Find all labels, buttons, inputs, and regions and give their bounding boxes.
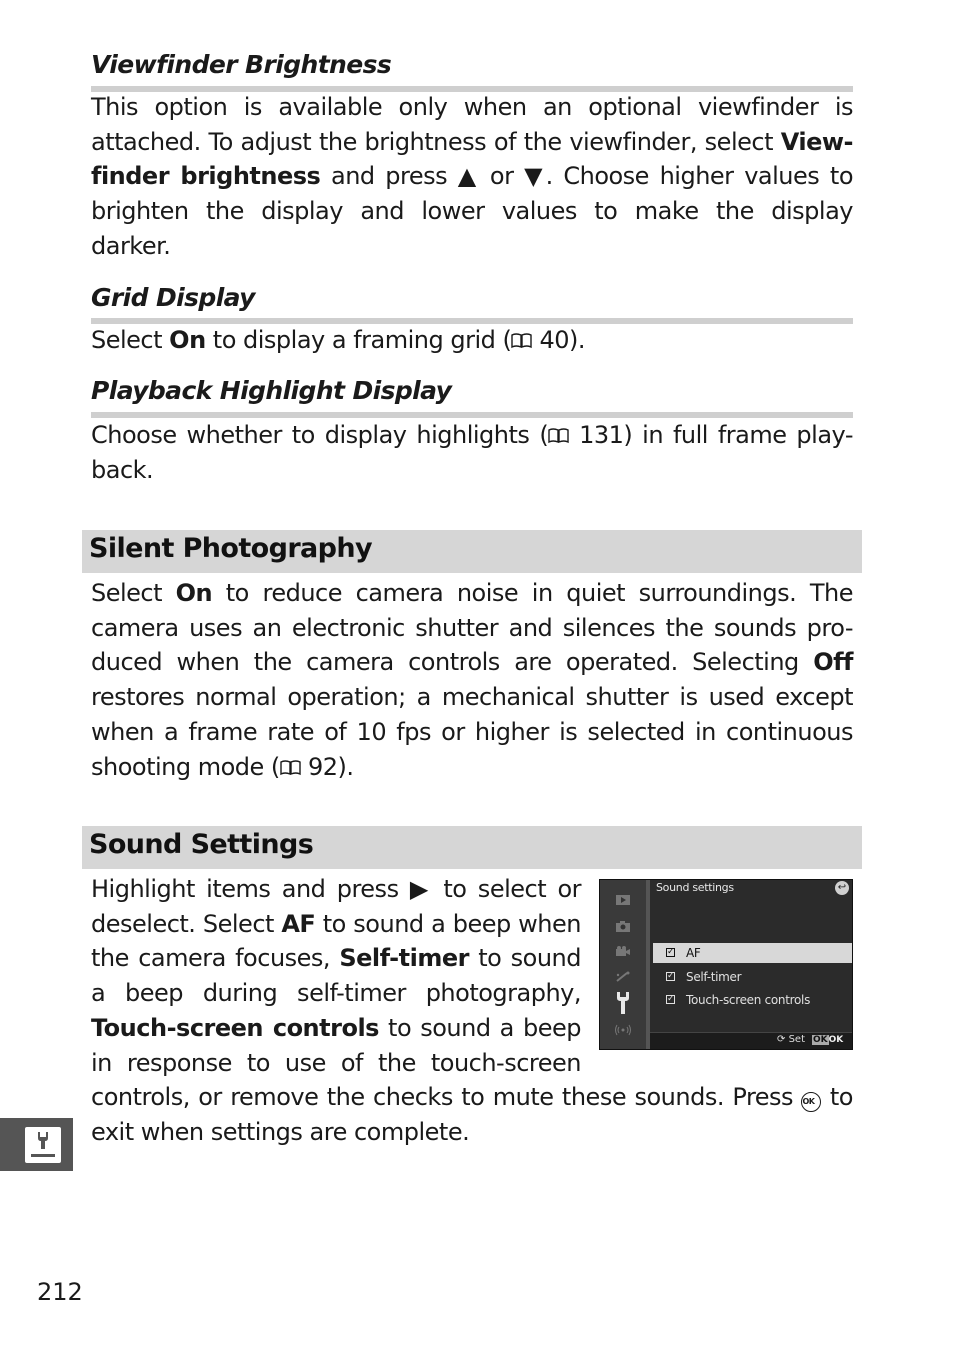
menu-footer [650,1032,853,1049]
menu-item-self-timer[interactable] [653,967,853,987]
text-line: Choose whether to display highlights ( 131) in full frame play- [91,421,853,449]
movie-icon [614,945,632,957]
text-line: camera uses an electronic shutter and silences the sounds pro- [91,613,853,642]
menu-sidebar [600,880,646,1049]
menu-item-af[interactable] [653,943,853,963]
camera-icon [614,920,632,932]
section-band-sound-settings [82,826,862,869]
text-line: the camera focuses, Self-timer to sound [91,944,581,973]
text-line: Touch-screen controls to sound a beep [91,1013,581,1042]
book-reference-icon [548,427,569,444]
setup-wrench-icon [29,1130,57,1160]
text-line: back. [91,455,154,484]
menu-item-label: Touch-screen controls [686,993,811,1007]
back-icon[interactable]: ↩ [835,881,849,895]
text-line: deselect. Select AF to sound a beep when [91,909,581,938]
ok-hint: OKOK [813,1035,844,1045]
section-title: Sound Settings [89,829,314,860]
sidebar-separator [646,880,650,1049]
setup-wrench-icon [613,990,633,1016]
text-line: Highlight items and press ▶ to select or [91,875,581,903]
retouch-icon [614,971,632,983]
text-line: brighten the display and lower values to make the display [91,197,853,226]
checkbox-icon: ✓ [667,994,675,1004]
text-line: This option is available only when an optional viewfinder is [91,93,853,121]
text-line: duced when the camera controls are operated. Selecting Off [91,648,853,677]
text-line: controls, or remove the checks to mute these sounds. Press OK to [91,1083,853,1111]
heading-playback-highlight: Playback Highlight Display [91,376,452,405]
paragraph-silent [91,576,853,784]
heading-viewfinder-brightness: Viewfinder Brightness [91,50,392,79]
paragraph-sound-narrow [91,872,581,1080]
ok-button-icon: OK [801,1092,821,1112]
text-line: when a frame rate of 10 fps or higher is selected in continuous [91,717,853,746]
ok-button-icon: OK [813,1035,828,1045]
menu-item-label: AF [686,946,701,960]
checkbox-icon: ✓ [667,971,675,981]
text-line: finder brightness and press ▲ or ▼. Choose higher values to [91,162,853,191]
set-hint: ⟳ Set [777,1034,805,1045]
text-line: darker. [91,231,171,260]
text-line: a beep during self-timer photography, [91,979,581,1008]
paragraph-sound-wide [91,1080,853,1149]
book-reference-icon [511,332,532,349]
side-tab-icon-box [25,1127,61,1163]
setup-menu-side-tab [0,1118,73,1171]
playback-icon [614,894,632,906]
section-title: Silent Photography [89,533,373,564]
text-line: in response to use of the touch-screen [91,1048,581,1077]
paragraph-viewfinder [91,90,853,264]
text-line: restores normal operation; a mechanical shutter is used except [91,683,853,712]
paragraph-grid [91,323,853,358]
section-band-silent-photography [82,530,862,573]
text-line: shooting mode ( 92). [91,752,354,781]
menu-item-touch-screen-controls[interactable] [653,990,853,1010]
page-number: 212 [37,1278,83,1306]
heading-grid-display: Grid Display [91,283,255,312]
camera-menu-screenshot [599,879,853,1050]
text-line: exit when settings are complete. [91,1117,470,1146]
text-line: attached. To adjust the brightness of the viewfinder, select View- [91,127,853,156]
wireless-icon [614,1024,632,1036]
text-line: Select On to display a framing grid ( 40). [91,326,586,354]
menu-title: Sound settings [656,881,734,894]
book-reference-icon [280,759,301,776]
menu-item-label: Self-timer [686,970,742,984]
text-line: Select On to reduce camera noise in quiet surroundings. The [91,579,853,607]
paragraph-playback [91,418,853,487]
checkbox-icon: ✓ [667,947,675,957]
